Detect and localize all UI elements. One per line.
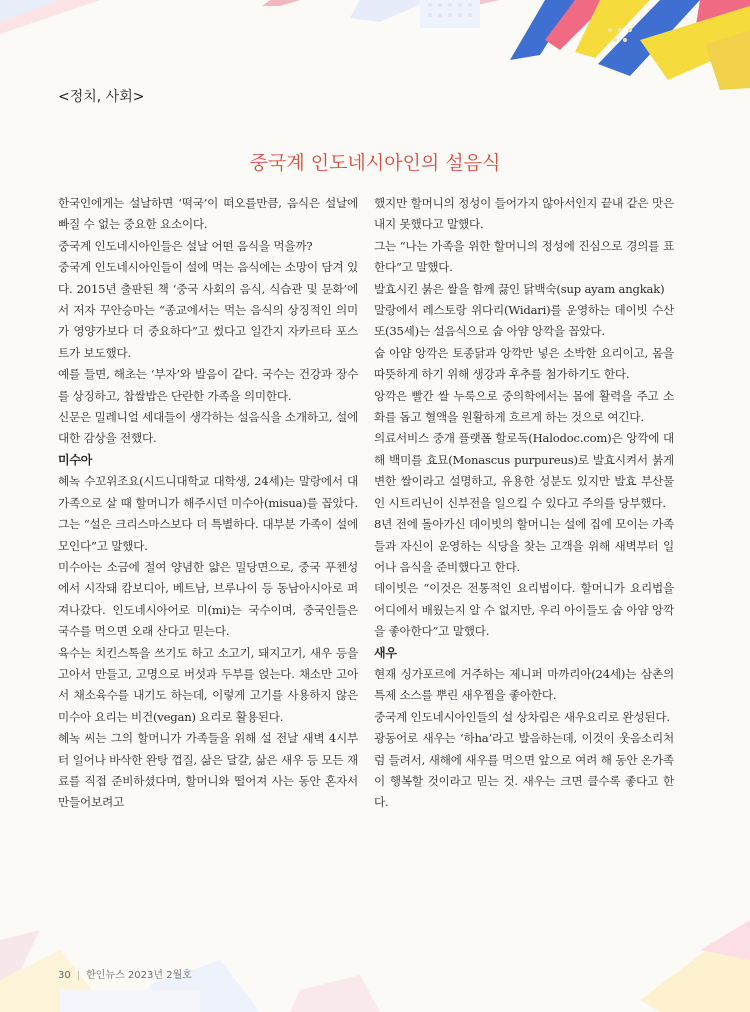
article-paragraph: 미수아는 소금에 절여 양념한 얇은 밀당면으로, 중국 푸첸성에서 시작돼 캄보디아, 베트남, 브루나이 등 동남아시아로 퍼져나갔다. 인도네시아어로 미(mi)는 국수이며, 중국인들은 국수를 먹으면 오래 산다고 믿는다. <box>58 559 358 639</box>
article-paragraph: 육수는 치킨스톡을 쓰기도 하고 소고기, 돼지고기, 새우 등을 고아서 만들고, 고명으로 버섯과 두부를 얹는다. 채소만 고아서 채소육수를 내기도 하는데, 이렇게 고기를 사용하지 않은 미수아 요리는 비건(vegan) 요리로 활용된다. <box>58 645 358 724</box>
article-paragraph: 그는 “나는 가족을 위한 할머니의 정성에 진심으로 경의를 표한다”고 말했다. <box>374 238 674 275</box>
page-footer <box>58 966 192 981</box>
article-paragraph: 중국계 인도네시아인들이 설에 먹는 음식에는 소망이 담겨 있다. 2015년 출판된 책 ‘중국 사회의 음식, 식습관 및 문화’에서 저자 꾸안승마는 “종교에서는 먹는 음식의 상징적인 의미가 영양가보다 더 중요하다”고 썼다고 일간지 자카르타 포스트가 보도했다. <box>58 260 358 360</box>
article-paragraph: 신문은 밀레니얼 세대들이 생각하는 설음식을 소개하고, 설에 대한 감상을 전했다. <box>58 410 358 446</box>
publication-name: 한인뉴스 2023년 2월호 <box>86 970 192 981</box>
section-subheading: 미수아 <box>58 452 93 467</box>
article-paragraph: 했지만 할머니의 정성이 들어가지 않아서인지 끝내 같은 맛은 내지 못했다고 말했다. <box>374 196 674 232</box>
article-paragraph: 광동어로 새우는 ‘하ha’라고 발음하는데, 이것이 웃음소리처럼 들려서, 새해에 새우를 먹으면 앞으로 여려 해 동안 온가족이 행복할 것이라고 믿는 것. 새우는 크면 클수록 좋다고 한다. <box>374 731 674 810</box>
article-paragraph: 혜녹 씨는 그의 할머니가 가족들을 위해 설 전날 새벽 4시부터 일어나 바삭한 완탕 껍질, 삶은 달걀, 삶은 새우 등 모든 재료를 직접 준비하셨다며, 할머니와 떨어져 사는 동안 혼자서 만들어보려고 <box>58 731 358 810</box>
section-subheading: 새우 <box>374 645 397 660</box>
section-tag: <정치, 사회> <box>58 89 145 105</box>
article-paragraph: 예를 들면, 해초는 ‘부자’와 발음이 같다. 국수는 건강과 장수를 상징하고, 찹쌀밥은 단란한 가족을 의미한다. <box>58 367 358 403</box>
article-paragraph: 8년 전에 돌아가신 데이빗의 할머니는 설에 집에 모이는 가족들과 자신이 운영하는 식당을 찾는 고객을 위해 새벽부터 일어나 음식을 준비했다고 한다. <box>374 517 674 574</box>
article-paragraph: 데이빗은 “이것은 전통적인 요리법이다. 할머니가 요리법을 어디에서 배웠는지 알 수 없지만, 우리 아이들도 숩 아얌 앙깍을 좋아한다”고 말했다. <box>374 581 674 639</box>
article-paragraph: 앙깍은 빨간 쌀 누룩으로 중의학에서는 몸에 활력을 주고 소화를 돕고 혈액을 원활하게 흐르게 하는 것으로 여긴다. <box>374 388 674 425</box>
article-paragraph: 발효시킨 붉은 쌀을 함께 끓인 닭백숙(sup ayam angkak) <box>374 281 665 296</box>
article-column-left <box>58 193 358 814</box>
page-number: 30 <box>58 970 71 981</box>
article-paragraph: 중국계 인도네시아인들은 설날 어떤 음식을 먹을까? <box>58 238 313 253</box>
article-paragraph: 한국인에게는 설날하면 ‘떡국’이 떠오를만큼, 음식은 설날에 빠질 수 없는 중요한 요소이다. <box>58 196 358 232</box>
article-column-right <box>374 193 674 814</box>
article-paragraph: 중국계 인도네시아인들의 설 상차림은 새우요리로 완성된다. <box>374 709 670 724</box>
article-paragraph: 현재 싱가포르에 거주하는 제니퍼 마까리아(24세)는 삼촌의 특제 소스를 뿌린 새우찜을 좋아한다. <box>374 666 674 703</box>
top-decoration <box>0 0 750 90</box>
article-title: 중국계 인도네시아인의 설음식 <box>249 152 501 174</box>
article-paragraph: 말랑에서 레스토랑 위다리(Widari)를 운영하는 데이빗 수산또(35세)는 설음식으로 숩 아얌 앙깍을 꼽았다. <box>374 303 674 339</box>
article-paragraph: 혜녹 수꼬위조요(시드니대학교 대학생, 24세)는 말랑에서 대가족으로 살 때 할머니가 해주시던 미수아(misua)를 꼽았다. 그는 “설은 크리스마스보다 더 특별하다. 대부분 가족이 설에 모인다”고 말했다. <box>58 474 358 553</box>
article-paragraph: 의료서비스 중개 플랫폼 할로독(Halodoc.com)은 앙깍에 대해 백미를 효묘(Monascus purpureus)로 발효시켜서 붉게 변한 쌀이라고 설명하고, 유용한 성분도 있지만 발효 부산물인 시트리닌이 신부전을 일으킬 수 있다고 주의를 당부했다. <box>374 431 674 510</box>
article-paragraph: 숩 아얌 앙깍은 토종닭과 앙깍만 넣은 소박한 요리이고, 몸을 따뜻하게 하기 위해 생강과 후추를 첨가하기도 한다. <box>374 345 674 382</box>
footer-separator: | <box>76 970 81 981</box>
